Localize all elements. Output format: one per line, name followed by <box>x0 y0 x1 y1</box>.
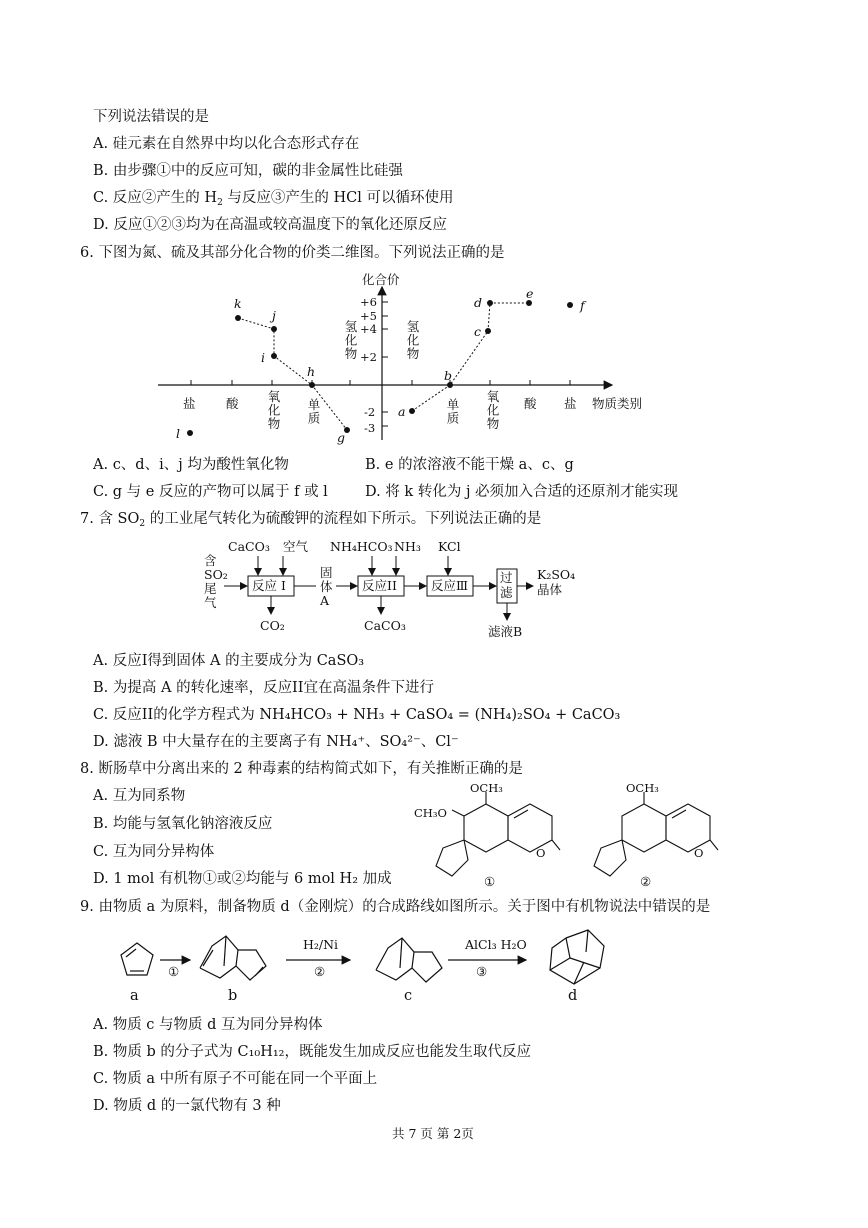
q9-step-3: ③ <box>476 964 488 979</box>
tick-m2: -2 <box>364 405 376 419</box>
q7-stem: 7. 含 $SO_2$ 的工业尾气转化为硫酸钾的流程如下所示。下列说法正确的是 <box>80 511 542 529</box>
q8-label-2: ② <box>640 874 652 889</box>
tick-p4: +4 <box>360 322 377 336</box>
q9-option-c: C. 物质 a 中所有原子不可能在同一个平面上 <box>93 1071 378 1087</box>
q9-label-d: d <box>568 988 578 1004</box>
q6-option-c: C. g 与 e 反应的产物可以属于 f 或 l <box>93 484 328 500</box>
tick-p6: +6 <box>360 295 377 309</box>
q7-option-b: B. 为提高 A 的转化速率，反应II宜在高温条件下进行 <box>93 680 435 696</box>
cat-left-salt: 盐 <box>183 396 196 411</box>
q7-filter: 过 滤 <box>500 570 513 600</box>
q7-reaction-2: 反应II <box>362 578 397 593</box>
cat-right-oxide: 氧化物 <box>485 390 500 431</box>
label-j: j <box>272 308 276 323</box>
q7-caco3-out: CaCO₃ <box>364 618 406 633</box>
q8-option-a: A. 互为同系物 <box>93 788 186 804</box>
q5-stem: 下列说法错误的是 <box>93 109 209 125</box>
molecule-c <box>376 938 442 982</box>
q9-step-2: ② <box>314 964 326 979</box>
q6-option-d: D. 将 k 转化为 j 必须加入合适的还原剂才能实现 <box>365 484 679 500</box>
q7-nh4hco3: NH₄HCO₃ <box>330 539 393 554</box>
q9-stem: 9. 由物质 a 为原料，制备物质 d（金刚烷）的合成路线如图所示。关于图中有机物说法中错误的是 <box>80 899 711 915</box>
label-b: b <box>444 368 453 383</box>
tick-p2: +2 <box>360 350 377 364</box>
cat-left-oxide: 氧化物 <box>266 390 281 431</box>
q8-label-1: ① <box>484 874 496 889</box>
q5-option-b: B. 由步骤①中的反应可知，碳的非金属性比硅强 <box>93 163 403 179</box>
label-e: e <box>526 286 534 301</box>
q6-y-title: 化合价 <box>362 272 400 287</box>
label-k: k <box>234 296 242 311</box>
page-footer: 共 7 页 第 2页 <box>392 1126 474 1141</box>
q9-option-a: A. 物质 c 与物质 d 互为同分异构体 <box>93 1017 323 1033</box>
q9-label-c: c <box>404 988 413 1004</box>
q6-option-a: A. c、d、i、j 均为酸性氧化物 <box>93 457 289 473</box>
q7-nh3: NH₃ <box>394 539 421 554</box>
q6-stem: 6. 下图为氮、硫及其部分化合物的价类二维图。下列说法正确的是 <box>80 245 505 261</box>
label-d: d <box>474 295 483 310</box>
label-h: h <box>307 364 316 379</box>
q6-hydride-left: 氢化物 <box>343 320 358 361</box>
tick-p5: +5 <box>360 309 377 323</box>
cat-right-element: 单质 <box>445 398 460 425</box>
label-g: g <box>337 430 346 445</box>
q7-option-a: A. 反应I得到固体 A 的主要成分为 CaSO₃ <box>93 653 365 669</box>
cat-right-acid: 酸 <box>524 396 537 411</box>
q9-option-b: B. 物质 b 的分子式为 C₁₀H₁₂，既能发生加成反应也能发生取代反应 <box>93 1044 531 1060</box>
q5-option-d: D. 反应①②③均为在高温或较高温度下的氧化还原反应 <box>93 217 447 233</box>
q7-kcl: KCl <box>438 539 461 554</box>
q8-option-b: B. 均能与氢氧化钠溶液反应 <box>93 816 273 832</box>
cat-left-element: 单质 <box>306 398 321 425</box>
q7-option-c: C. 反应II的化学方程式为 NH₄HCO₃ + NH₃ + CaSO₄ = (NH₄)₂SO₄ + CaCO₃ <box>93 707 621 723</box>
q9-option-d: D. 物质 d 的一氯代物有 3 种 <box>93 1098 281 1114</box>
q7-feed: 含 SO₂ 尾 气 <box>204 553 228 610</box>
q6-option-b: B. e 的浓溶液不能干燥 a、c、g <box>365 457 574 473</box>
q7-co2: CO₂ <box>260 618 285 633</box>
label-f: f <box>580 298 585 313</box>
cat-right-salt: 盐 <box>564 396 577 411</box>
label-l: l <box>176 426 180 441</box>
cat-left-acid: 酸 <box>226 396 239 411</box>
q7-solid-a: 固 体 A <box>320 565 333 608</box>
q8-option-d: D. 1 mol 有机物①或②均能与 6 mol H₂ 加成 <box>93 871 392 887</box>
tick-m3: -3 <box>364 421 376 435</box>
molecule-b <box>200 936 266 980</box>
molecule-a <box>121 943 153 975</box>
q7-air: 空气 <box>283 539 309 554</box>
q7-caco3-in: CaCO₃ <box>228 539 270 554</box>
q7-product: K₂SO₄ 晶体 <box>537 567 576 597</box>
q6-hydride-right: 氢化物 <box>405 320 420 361</box>
q8-och3-1: OCH₃ <box>470 781 503 795</box>
q7-filtrate: 滤液B <box>488 624 523 639</box>
q7-reaction-3: 反应Ⅲ <box>431 578 469 593</box>
q7-option-d: D. 滤液 B 中大量存在的主要离子有 NH₄⁺、SO₄²⁻、Cl⁻ <box>93 734 459 750</box>
q9-reagent-2: H₂/Ni <box>303 937 339 952</box>
label-i: i <box>261 350 265 365</box>
q8-carbonyl-o-1: O <box>536 846 546 860</box>
q8-ch3o: CH₃O <box>414 806 447 820</box>
q6-x-title: 物质类别 <box>592 396 643 411</box>
q9-label-b: b <box>228 988 238 1004</box>
label-c: c <box>474 324 482 339</box>
q8-stem: 8. 断肠草中分离出来的 2 种毒素的结构简式如下，有关推断正确的是 <box>80 761 523 777</box>
q9-step-1: ① <box>168 964 180 979</box>
q8-option-c: C. 互为同分异构体 <box>93 844 215 860</box>
q5-option-a: A. 硅元素在自然界中均以化合态形式存在 <box>93 136 360 152</box>
q9-label-a: a <box>130 988 139 1004</box>
q7-reaction-1: 反应 I <box>252 578 286 593</box>
molecule-d <box>550 930 604 984</box>
label-a: a <box>398 404 406 419</box>
q9-reagent-3: AlCl₃ H₂O <box>465 937 527 952</box>
q8-och3-2: OCH₃ <box>626 781 659 795</box>
q8-carbonyl-o-2: O <box>694 846 704 860</box>
q5-option-c: C. 反应②产生的 $H_2$ 与反应③产生的 HCl 可以循环使用 <box>93 190 454 208</box>
